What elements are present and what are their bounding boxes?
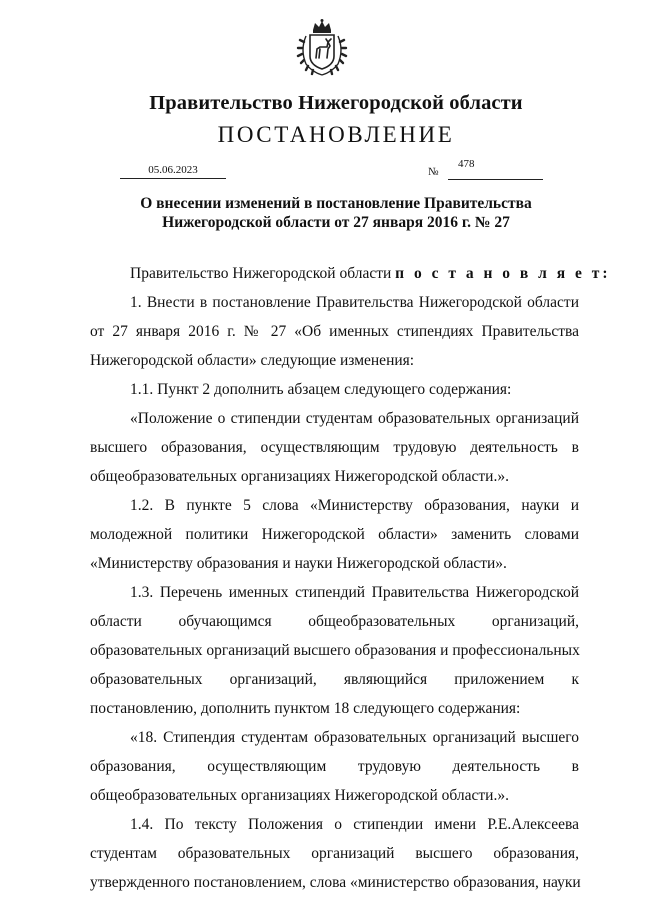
body-line: общеобразовательных организациях Нижегородской области.». — [90, 787, 509, 804]
body-line: образовательных организаций, являющийся приложением к — [90, 671, 579, 688]
body-line: 1.3. Перечень именных стипендий Правительства Нижегородской — [130, 584, 579, 601]
body-line: Нижегородской области» следующие изменения: — [90, 352, 415, 369]
body-line: общеобразовательных организациях Нижегородской области.». — [90, 468, 509, 485]
body-line: 1.1. Пункт 2 дополнить абзацем следующего содержания: — [130, 381, 512, 398]
body-line: «Положение о стипендии студентам образовательных организаций — [130, 410, 579, 427]
body-text: Правительство Нижегородской области — [130, 265, 396, 282]
body-line: от 27 января 2016 г. № 27 «Об именных стипендиях Правительства — [90, 323, 579, 340]
body-line: 1.4. По тексту Положения о стипендии имени Р.Е.Алексеева — [130, 816, 579, 833]
body-line: студентам образовательных организаций высшего образования, — [90, 845, 579, 862]
body-line — [90, 259, 611, 288]
title-line: О внесении изменений в постановление Правительства — [140, 195, 532, 212]
number-sign: № — [428, 166, 439, 178]
document-type: ПОСТАНОВЛЕНИЕ — [217, 122, 455, 147]
body-line: 1. Внести в постановление Правительства Нижегородской области — [130, 294, 579, 311]
body-line: молодежной политики Нижегородской области» заменить словами — [90, 526, 579, 543]
body-line: высшего образования, осуществляющим трудовую деятельность в — [90, 439, 579, 456]
body-line: «18. Стипендия студентам образовательных организаций высшего — [130, 729, 579, 746]
decree-word: п о с т а н о в л я е т: — [395, 265, 611, 282]
body-line: утвержденного постановлением, слова «министерство образования, науки — [90, 874, 581, 891]
document-title — [0, 194, 672, 232]
body-line: «Министерству образования и науки Нижегородской области». — [90, 555, 507, 572]
organization-name: Правительство Нижегородской области — [149, 92, 523, 114]
body-line: области обучающимся общеобразовательных организаций, — [90, 613, 579, 630]
title-line: Нижегородской области от 27 января 2016 г. № 27 — [162, 214, 510, 231]
body-line: постановлению, дополнить пунктом 18 следующего содержания: — [90, 700, 521, 717]
body-line: образовательных организаций высшего образования и профессиональных — [90, 642, 580, 659]
body-line: 1.2. В пункте 5 слова «Министерству образования, науки и — [130, 497, 579, 514]
document-date: 05.06.2023 — [120, 164, 226, 179]
document-number: 478 — [448, 158, 543, 180]
body-line: образования, осуществляющим трудовую деятельность в — [90, 758, 579, 775]
coat-of-arms-emblem — [296, 18, 348, 78]
document-body — [90, 259, 611, 897]
